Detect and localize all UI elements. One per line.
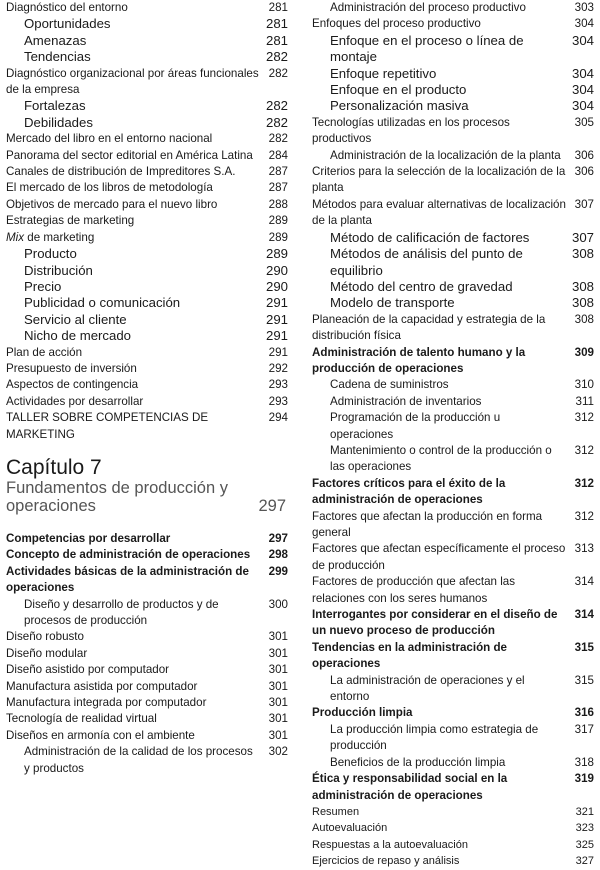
toc-entry-title: Diseño modular	[6, 646, 88, 660]
toc-entry-title: Administración de inventarios	[330, 394, 482, 408]
toc-entry	[6, 98, 288, 114]
toc-entry-title: Modelo de transporte	[330, 295, 455, 311]
toc-entry-title: Producto	[24, 246, 77, 262]
toc-entry	[6, 230, 288, 246]
toc-entry-page: 312	[574, 476, 594, 490]
toc-entry-page: 323	[575, 822, 594, 835]
toc-entry-title: Administración de la localización de la planta	[330, 148, 561, 162]
toc-entry	[312, 853, 594, 869]
toc-entry-page: 306	[574, 165, 594, 179]
toc-entry-title: Diseño asistido por computador	[6, 663, 170, 677]
toc-entry-page: 291	[268, 345, 288, 359]
toc-entry-page: 305	[574, 115, 594, 129]
toc-entry	[6, 646, 288, 662]
toc-entry-title: Distribución	[24, 262, 93, 278]
toc-entry-title: Métodos de análisis del punto de equilibrio	[330, 246, 523, 278]
toc-entry-page: 301	[268, 679, 288, 693]
toc-entry	[312, 279, 594, 295]
toc-entry-page: 327	[575, 855, 594, 868]
toc-entry	[312, 640, 594, 673]
toc-entry-title: Mantenimiento o control de la producción o las operaciones	[330, 443, 552, 474]
toc-entry	[6, 394, 288, 410]
toc-entry-page: 281	[268, 1, 288, 14]
toc-entry-page: 307	[574, 197, 594, 211]
toc-entry	[312, 722, 594, 755]
toc-entry-page: 312	[574, 509, 594, 523]
toc-entry-title: Enfoque en el producto	[330, 82, 467, 98]
toc-entry	[6, 131, 288, 147]
toc-entry-page: 281	[265, 32, 288, 48]
toc-entry-title: Factores de producción que afectan las relaciones con los seres humanos	[312, 575, 516, 605]
toc-entry-page: 289	[265, 246, 288, 262]
toc-entry-title: Actividades básicas de la administración de operaciones	[6, 564, 249, 595]
toc-entry-page: 282	[265, 98, 288, 114]
toc-right-column	[312, 0, 594, 870]
toc-entry	[6, 115, 288, 131]
toc-entry	[312, 509, 594, 542]
toc-list-right	[312, 0, 594, 870]
toc-entry	[312, 541, 594, 574]
toc-entry-page: 301	[268, 630, 288, 644]
toc-entry-page: 290	[265, 262, 288, 278]
toc-entry-title: Método de calificación de factores	[330, 229, 530, 245]
toc-entry	[312, 197, 594, 230]
toc-entry-title: Tecnología de realidad virtual	[6, 712, 157, 726]
toc-entry-title: Manufactura integrada por computador	[6, 696, 207, 710]
toc-entry-title: Tendencias en la administración de operaciones	[312, 640, 508, 671]
toc-entry-title: Competencias por desarrollar	[6, 531, 171, 545]
toc-entry	[6, 312, 288, 328]
toc-entry-page: 289	[268, 214, 288, 228]
toc-list-left	[6, 0, 288, 443]
toc-entry	[6, 564, 288, 597]
toc-entry-page: 315	[574, 640, 594, 654]
toc-entry-title: Publicidad o comunicación	[24, 295, 181, 311]
toc-entry-page: 289	[268, 230, 288, 244]
toc-entry-page: 307	[571, 229, 594, 245]
toc-entry	[6, 279, 288, 295]
toc-entry-title: Criterios para la selección de la localización de la planta	[312, 165, 566, 195]
toc-entry-title: Mercado del libro en el entorno nacional	[6, 132, 213, 146]
toc-entry	[6, 345, 288, 361]
toc-entry	[312, 164, 594, 197]
toc-entry	[312, 0, 594, 16]
toc-entry-title: Servicio al cliente	[24, 311, 127, 327]
toc-entry-page: 291	[265, 328, 288, 344]
toc-entry-page: 282	[265, 49, 288, 65]
toc-entry	[6, 246, 288, 262]
toc-entry	[6, 597, 288, 630]
toc-entry-title: La producción limpia como estrategia de producción	[330, 722, 539, 753]
toc-entry	[312, 312, 594, 345]
toc-entry	[312, 820, 594, 836]
toc-entry-title: Producción limpia	[312, 706, 413, 720]
toc-entry-page: 319	[574, 772, 594, 786]
toc-entry-title: Administración del proceso productivo	[330, 1, 526, 14]
toc-entry-page: 290	[265, 278, 288, 294]
toc-entry-page: 301	[268, 663, 288, 677]
toc-entry-page: 314	[574, 608, 594, 622]
toc-entry-page: 308	[571, 295, 594, 311]
toc-entry-title: Programación de la producción u operaciones	[330, 411, 501, 441]
toc-entry	[6, 49, 288, 65]
toc-entry-page: 301	[268, 696, 288, 710]
toc-entry-title: Panorama del sector editorial en América Latina	[6, 148, 253, 162]
toc-entry	[312, 837, 594, 853]
toc-entry-page: 298	[268, 548, 288, 562]
toc-entry-title: Mix de marketing	[6, 230, 95, 244]
toc-entry	[312, 345, 594, 378]
toc-entry	[312, 82, 594, 98]
toc-entry-page: 304	[571, 98, 594, 114]
toc-entry	[6, 679, 288, 695]
toc-entry-title: Tendencias	[24, 49, 91, 65]
toc-entry-title: Presupuesto de inversión	[6, 361, 137, 375]
toc-entry-title: Fortalezas	[24, 98, 86, 114]
chapter-heading	[6, 457, 288, 515]
toc-entry-page: 287	[268, 165, 288, 179]
toc-entry-page: 301	[268, 728, 288, 742]
toc-entry-title: Autoevaluación	[312, 822, 388, 835]
toc-entry	[6, 361, 288, 377]
toc-entry-title: Enfoque repetitivo	[330, 65, 437, 81]
toc-entry	[312, 394, 594, 410]
toc-entry-page: 292	[268, 361, 288, 375]
toc-entry-page: 321	[575, 805, 594, 818]
toc-entry-title: Aspectos de contingencia	[6, 378, 139, 392]
toc-entry-page: 293	[268, 378, 288, 392]
toc-list-left-2	[6, 531, 288, 777]
toc-entry-title: Factores que afectan la producción en forma general	[312, 509, 543, 539]
toc-entry-title: El mercado de los libros de metodología	[6, 181, 213, 195]
toc-entry-page: 291	[265, 295, 288, 311]
toc-entry-page: 313	[574, 542, 594, 556]
toc-entry-title: Concepto de administración de operaciones	[6, 548, 251, 562]
toc-entry-page: 304	[571, 32, 594, 48]
toc-entry-title: Beneficios de la producción limpia	[330, 755, 506, 769]
toc-entry-title: Manufactura asistida por computador	[6, 679, 198, 693]
toc-entry-page: 291	[265, 311, 288, 327]
toc-entry-page: 302	[268, 745, 288, 759]
toc-entry-page: 306	[574, 148, 594, 162]
toc-entry-title: Interrogantes por considerar en el diseño de un nuevo proceso de producción	[312, 608, 558, 638]
toc-entry-page: 308	[571, 278, 594, 294]
toc-entry-page: 316	[574, 706, 594, 720]
toc-entry	[6, 744, 288, 777]
toc-entry-page: 312	[574, 411, 594, 425]
toc-entry	[312, 16, 594, 32]
toc-entry	[6, 547, 288, 563]
toc-entry	[312, 66, 594, 82]
toc-entry-page: 294	[268, 411, 288, 425]
toc-entry	[312, 377, 594, 393]
toc-entry-title: Tecnologías utilizadas en los procesos productivos	[312, 115, 510, 146]
toc-entry-title: Personalización masiva	[330, 98, 469, 114]
toc-entry	[6, 295, 288, 311]
toc-entry-page: 303	[574, 1, 594, 14]
toc-entry	[312, 295, 594, 311]
toc-entry-page: 309	[574, 345, 594, 359]
toc-entry-page: 284	[268, 148, 288, 162]
toc-entry-title: Precio	[24, 278, 62, 294]
toc-entry	[6, 213, 288, 229]
toc-entry-page: 312	[574, 443, 594, 457]
toc-entry-page: 308	[571, 246, 594, 262]
toc-entry-title: Resumen	[312, 805, 360, 818]
toc-entry-title: Diseño robusto	[6, 630, 84, 644]
toc-entry	[6, 197, 288, 213]
toc-entry-title: Debilidades	[24, 114, 93, 130]
chapter-title-line1: Fundamentos de producción y	[6, 478, 228, 497]
toc-entry	[312, 115, 594, 148]
toc-entry-title: Factores que afectan específicamente el proceso de producción	[312, 542, 566, 572]
toc-entry	[6, 164, 288, 180]
toc-entry-page: 300	[268, 597, 288, 611]
toc-entry	[312, 443, 594, 476]
toc-entry-title: La administración de operaciones y el entorno	[330, 673, 525, 704]
toc-entry	[312, 33, 594, 66]
toc-entry-page: 301	[268, 646, 288, 660]
chapter-page: 297	[258, 496, 286, 515]
toc-entry	[6, 263, 288, 279]
toc-entry-title: Cadena de suministros	[330, 378, 449, 392]
toc-entry-title: Diagnóstico organizacional por áreas funcionales de la empresa	[6, 66, 259, 97]
toc-entry	[6, 531, 288, 547]
toc-entry-page: 297	[268, 531, 288, 545]
chapter-number: Capítulo 7	[6, 455, 102, 479]
toc-entry-title: Administración de talento humano y la producción de operaciones	[312, 345, 526, 375]
toc-entry-title: Amenazas	[24, 32, 87, 48]
toc-entry-page: 282	[268, 66, 288, 80]
toc-entry	[6, 66, 288, 99]
toc-entry	[312, 246, 594, 279]
toc-entry-page: 308	[574, 312, 594, 326]
toc-entry-title: Canales de distribución de Impreditores S.A.	[6, 165, 236, 179]
toc-entry	[312, 476, 594, 509]
toc-entry-title: Ética y responsabilidad social en la administración de operaciones	[312, 772, 508, 802]
toc-entry	[6, 410, 288, 443]
chapter-title-line2: operaciones	[6, 496, 96, 515]
toc-entry-title: Métodos para evaluar alternativas de localización de la planta	[312, 197, 566, 228]
toc-entry-page: 325	[575, 838, 594, 851]
toc-entry-title: Oportunidades	[24, 16, 111, 32]
toc-entry-title: Estrategias de marketing	[6, 214, 135, 228]
chapter-title-row	[6, 497, 288, 515]
toc-entry-title: Respuestas a la autoevaluación	[312, 838, 468, 851]
toc-entry	[312, 230, 594, 246]
toc-entry	[312, 673, 594, 706]
toc-entry-page: 314	[574, 575, 594, 589]
toc-entry-title: Objetivos de mercado para el nuevo libro	[6, 197, 218, 211]
toc-entry-title: Diagnóstico del entorno	[6, 1, 128, 14]
toc-entry	[6, 629, 288, 645]
toc-entry-page: 315	[574, 673, 594, 687]
toc-entry-title: Planeación de la capacidad y estrategia de la distribución física	[312, 312, 546, 343]
toc-entry-title: Diseños en armonía con el ambiente	[6, 728, 195, 742]
toc-entry-page: 282	[268, 132, 288, 146]
toc-entry-title: Ejercicios de repaso y análisis	[312, 855, 460, 868]
toc-left-column	[6, 0, 288, 777]
toc-entry-page: 301	[268, 712, 288, 726]
toc-entry	[312, 98, 594, 114]
toc-entry	[6, 180, 288, 196]
toc-entry	[312, 804, 594, 820]
toc-entry-title: Enfoque en el proceso o línea de montaje	[330, 32, 524, 65]
toc-entry	[6, 695, 288, 711]
toc-entry-page: 318	[574, 755, 594, 769]
toc-entry-page: 310	[574, 378, 594, 392]
toc-entry	[6, 148, 288, 164]
toc-entry	[6, 33, 288, 49]
toc-entry-page: 282	[265, 114, 288, 130]
toc-entry	[6, 328, 288, 344]
toc-entry-title: Enfoques del proceso productivo	[312, 17, 481, 31]
toc-entry	[312, 574, 594, 607]
toc-entry-title: Actividades por desarrollar	[6, 394, 144, 408]
toc-entry	[6, 0, 288, 16]
toc-entry	[6, 711, 288, 727]
toc-entry-title: Administración de la calidad de los procesos y productos	[24, 745, 253, 775]
toc-entry-title: Factores críticos para el éxito de la administración de operaciones	[312, 476, 506, 507]
toc-entry-title: Plan de acción	[6, 345, 83, 359]
toc-entry-page: 281	[265, 16, 288, 32]
toc-entry-page: 288	[268, 197, 288, 211]
toc-entry	[312, 410, 594, 443]
toc-entry	[6, 16, 288, 32]
toc-entry-title: TALLER SOBRE COMPETENCIAS DE MARKETING	[6, 411, 209, 441]
toc-entry-page: 311	[575, 394, 594, 408]
toc-entry-title: Diseño y desarrollo de productos y de procesos de producción	[24, 597, 219, 627]
toc-entry-title: Método del centro de gravedad	[330, 278, 513, 294]
toc-entry	[312, 705, 594, 721]
toc-entry	[312, 148, 594, 164]
toc-entry-page: 293	[268, 394, 288, 408]
toc-entry	[6, 377, 288, 393]
toc-entry	[312, 607, 594, 640]
toc-entry-page: 304	[574, 17, 594, 31]
toc-entry-page: 317	[574, 722, 594, 736]
toc-entry	[6, 662, 288, 678]
toc-entry	[312, 771, 594, 804]
toc-entry	[6, 728, 288, 744]
toc-entry-title: Nicho de mercado	[24, 328, 132, 344]
toc-entry-page: 299	[268, 564, 288, 578]
toc-entry-page: 304	[571, 82, 594, 98]
toc-entry-page: 304	[571, 65, 594, 81]
toc-entry-page: 287	[268, 181, 288, 195]
